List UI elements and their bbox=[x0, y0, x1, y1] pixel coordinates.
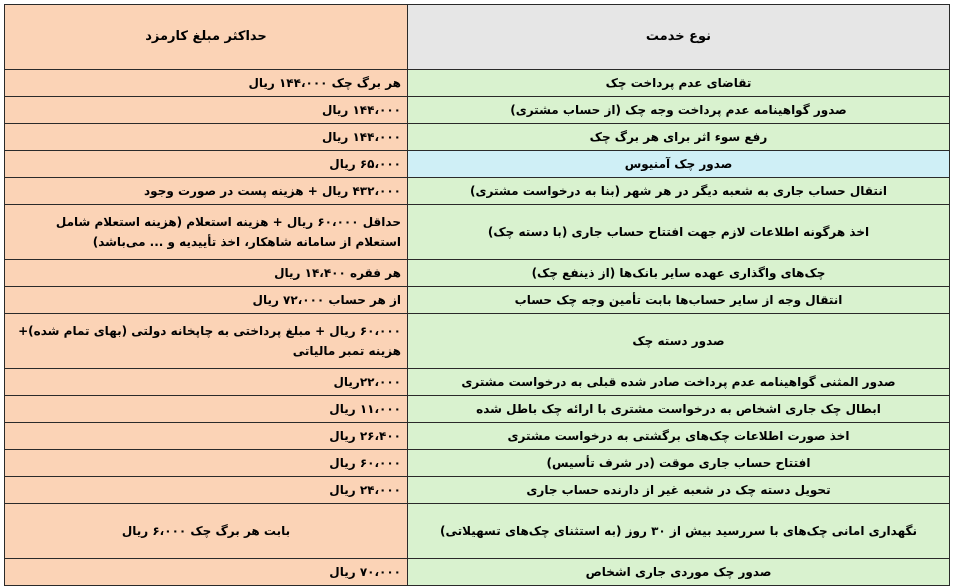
fee-cell: ۲۶،۴۰۰ ریال bbox=[5, 423, 408, 450]
service-cell: اخذ صورت اطلاعات چک‌های برگشتی به درخواست مشتری bbox=[408, 423, 950, 450]
service-cell: ابطال چک جاری اشخاص به درخواست مشتری با ارائه چک باطل شده bbox=[408, 396, 950, 423]
service-cell: افتتاح حساب جاری موقت (در شرف تأسیس) bbox=[408, 450, 950, 477]
table-row bbox=[5, 124, 950, 151]
fee-cell: هر فقره ۱۴،۴۰۰ ریال bbox=[5, 260, 408, 287]
table-row bbox=[5, 450, 950, 477]
max-fee-header: حداکثر مبلغ کارمزد bbox=[5, 5, 408, 70]
service-cell: صدور دسته چک bbox=[408, 314, 950, 369]
service-cell: تحویل دسته چک در شعبه غیر از دارنده حساب جاری bbox=[408, 477, 950, 504]
service-cell: نگهداری امانی چک‌های با سررسید بیش از ۳۰ روز (به استثنای چک‌های تسهیلاتی) bbox=[408, 504, 950, 559]
table-row bbox=[5, 369, 950, 396]
fee-cell: ۴۳۲،۰۰۰ ریال + هزینه پست در صورت وجود bbox=[5, 178, 408, 205]
fee-cell: هر برگ چک ۱۴۴،۰۰۰ ریال bbox=[5, 70, 408, 97]
fee-cell: ۶۰،۰۰۰ ریال + مبلغ پرداختی به چاپخانه دولتی (بهای تمام شده)+ هزینه تمبر مالیاتی bbox=[5, 314, 408, 369]
fee-cell: ۲۲،۰۰۰ریال bbox=[5, 369, 408, 396]
table-row bbox=[5, 151, 950, 178]
fee-cell: ۲۴،۰۰۰ ریال bbox=[5, 477, 408, 504]
service-cell: تقاضای عدم پرداخت چک bbox=[408, 70, 950, 97]
service-cell: انتقال حساب جاری به شعبه دیگر در هر شهر (بنا به درخواست مشتری) bbox=[408, 178, 950, 205]
fee-cell: ۷۰،۰۰۰ ریال bbox=[5, 559, 408, 586]
fee-cell: حداقل ۶۰،۰۰۰ ریال + هزینه استعلام (هزینه استعلام شامل استعلام از سامانه شاهکار، اخذ تأییدیه و ... می‌باشد) bbox=[5, 205, 408, 260]
fee-cell: ۱۱،۰۰۰ ریال bbox=[5, 396, 408, 423]
service-cell: صدور چک آمنیوس bbox=[408, 151, 950, 178]
fee-table-container bbox=[4, 4, 950, 586]
table-row bbox=[5, 423, 950, 450]
table-row bbox=[5, 559, 950, 586]
fee-cell: ۱۴۴،۰۰۰ ریال bbox=[5, 97, 408, 124]
table-row bbox=[5, 396, 950, 423]
service-cell: صدور چک موردی جاری اشخاص bbox=[408, 559, 950, 586]
fee-cell: ۶۵،۰۰۰ ریال bbox=[5, 151, 408, 178]
service-cell: اخذ هرگونه اطلاعات لازم جهت افتتاح حساب جاری (با دسته چک) bbox=[408, 205, 950, 260]
service-type-header: نوع خدمت bbox=[408, 5, 950, 70]
fee-cell: بابت هر برگ چک ۶،۰۰۰ ریال bbox=[5, 504, 408, 559]
table-header-row bbox=[5, 5, 950, 70]
fee-cell: ۶۰،۰۰۰ ریال bbox=[5, 450, 408, 477]
table-row bbox=[5, 70, 950, 97]
service-cell: انتقال وجه از سایر حساب‌ها بابت تأمین وجه چک حساب bbox=[408, 287, 950, 314]
table-row bbox=[5, 314, 950, 369]
service-cell: صدور المثنی گواهینامه عدم پرداخت صادر شده قبلی به درخواست مشتری bbox=[408, 369, 950, 396]
table-row bbox=[5, 477, 950, 504]
table-row bbox=[5, 97, 950, 124]
table-row bbox=[5, 260, 950, 287]
service-cell: رفع سوء اثر برای هر برگ چک bbox=[408, 124, 950, 151]
table-row bbox=[5, 504, 950, 559]
service-cell: چک‌های واگذاری عهده سایر بانک‌ها (از ذینفع چک) bbox=[408, 260, 950, 287]
table-row bbox=[5, 178, 950, 205]
service-cell: صدور گواهینامه عدم پرداخت وجه چک (از حساب مشتری) bbox=[408, 97, 950, 124]
fee-cell: از هر حساب ۷۲،۰۰۰ ریال bbox=[5, 287, 408, 314]
table-row bbox=[5, 205, 950, 260]
fee-cell: ۱۴۴،۰۰۰ ریال bbox=[5, 124, 408, 151]
fee-table bbox=[4, 4, 950, 586]
table-row bbox=[5, 287, 950, 314]
